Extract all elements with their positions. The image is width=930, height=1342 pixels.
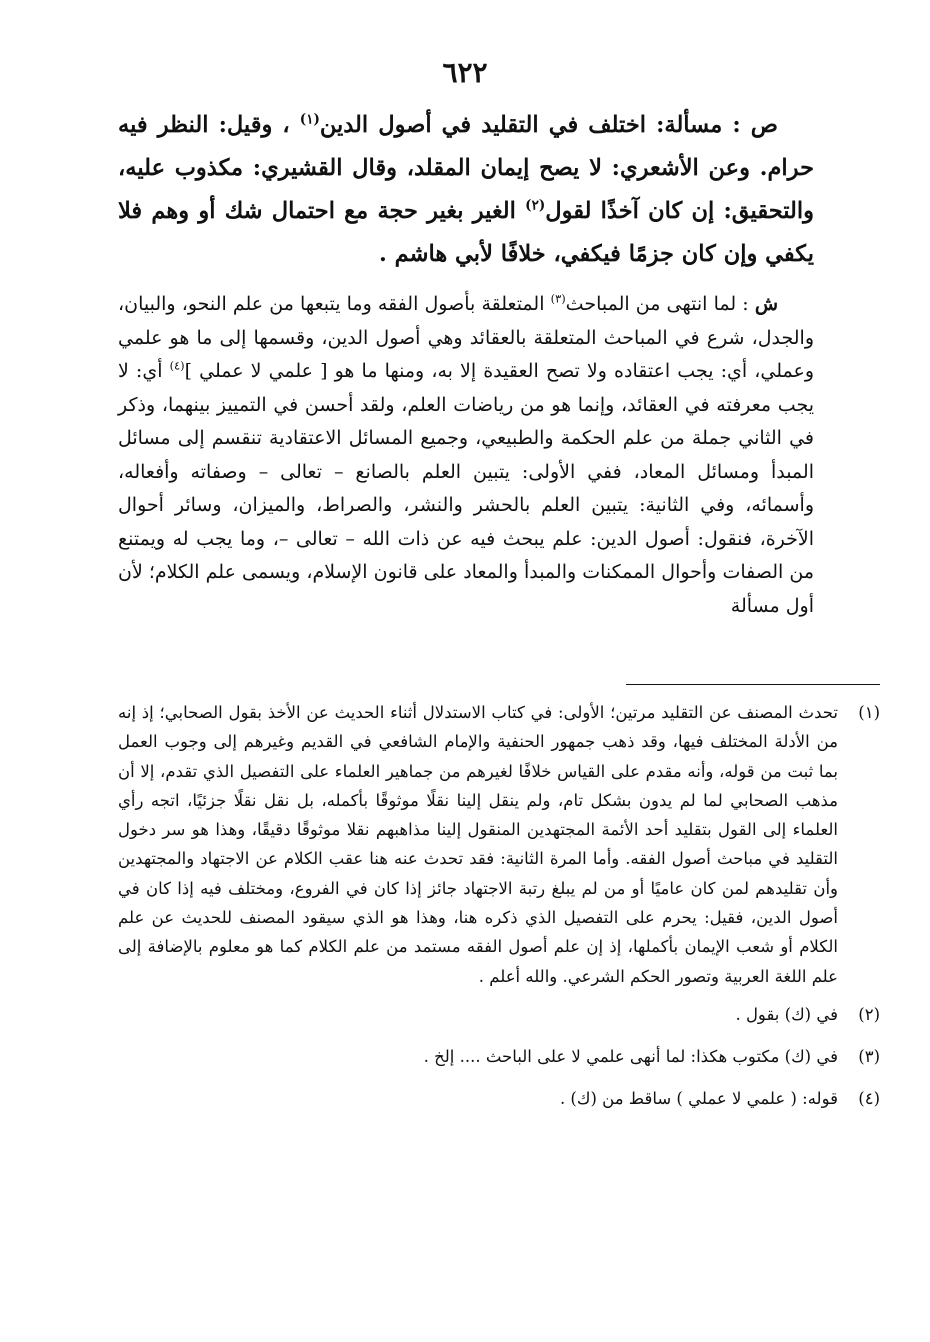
footnote [118,698,880,991]
footnote-ref-3[interactable]: (٣) [550,291,566,306]
footnote-number: (٣) [858,1046,880,1066]
matn-text-part2: ، وقيل: النظر فيه حرام. وعن الأشعري: لا يصح إيمان المقلد، وقال القشيري: مكذوب عليه، والتحقيق: إن كان آخذًا لقول [118,112,815,224]
sharh-text [118,288,814,623]
sharh-text-part3: أي: لا يجب معرفته في العقائد، وإنما هو من رياضات العلم، ولقد أحسن في التمييز بينهما، وذكر في الثاني جملة من علم الحكمة والطبيعي، وجميع المسائل الاعتقادية تنقسم إلى مسائل المبدأ ومسائل المعاد، ففي الأولى: يتبين العلم بالصانع – تعالى – وصفاته وأفعاله، وأسمائه، وفي الثانية: يتبين العلم بالحشر والنشر، والصراط، والميزان، وسائر أحوال الآخرة، فنقول: أصول الدين: علم يبحث فيه عن ذات الله – تعالى –، وما يجب له ويمتنع من الصفات وأحوال الممكنات والمبدأ والمعاد على قانون الإسلام، ويسمى علم الكلام؛ لأن أول مسألة [118,360,814,617]
footnote-number: (٤) [858,1088,880,1108]
footnote-ref-2[interactable]: (٢) [525,197,546,214]
sharh-label: ش [754,293,779,315]
footnote-ref-1[interactable]: (١) [299,111,320,128]
footnote-number: (٢) [858,1004,880,1024]
footnotes [118,698,880,1117]
matn-text-part3: الغير بغير حجة مع احتمال شك أو وهم فلا يكفي وإن كان جزمًا فيكفي، خلافًا لأبي هاشم . [118,198,814,267]
footnote-text: في (ك) بقول . [735,1004,838,1024]
sharh-text-part1: : لما انتهى من المباحث [565,293,749,315]
footnote [118,1038,880,1075]
matn-label: ص [750,112,778,138]
page-number: ٦٢٢ [442,56,488,89]
footnote-text: قوله: ( علمي لا عملي ) ساقط من (ك) . [559,1088,838,1108]
footnote [118,996,880,1033]
matn-text [118,104,814,276]
footnote-text: تحدث المصنف عن التقليد مرتين؛ الأولى: في كتاب الاستدلال أثناء الحديث عن الأخذ بقول الصحابي؛ إذ إنه من الأدلة المختلف فيها، وقد ذهب جمهور الحنفية والإمام الشافعي في القديم وغيرهم إلى وجوب العمل بما ثبت من قوله، وأنه مقدم على القياس خلافًا لغيرهم من جماهير العلماء على التفصيل الذي تقدم، إلا أن مذهب الصحابي لما لم يدون بشكل تام، ولم ينقل إلينا نقلًا موثوقًا بأكمله، بل نقل نقلًا جزئيًا، اتجه رأي العلماء إلى القول بتقليد أحد الأئمة المجتهدين المنقول إلينا مذاهبهم نقلا موثوقًا دقيقًا، وهذا هو سر دخول التقليد في مباحث أصول الفقه. وأما المرة الثانية: فقد تحدث عنه هنا عقب الكلام عن الاجتهاد والمجتهدين وأن تقليدهم لمن كان عاميًا أو من لم يبلغ رتبة الاجتهاد جائز إذا كان في الفروع، ومختلف فيه إذا كان في أصول الدين، فقيل: يحرم على التفصيل الذي ذكره هنا، وهذا هو الذي سيقود المصنف للحديث عن علم الكلام أو شعب الإيمان بأكملها، إذ إن علم أصول الفقه مستمد من علم الكلام كما هو معلوم بالإضافة إلى علم اللغة العربية وتصور الحكم الشرعي. والله أعلم . [118,703,838,986]
footnote [118,1080,880,1117]
matn-text-part1: : مسألة: اختلف في التقليد في أصول الدين [319,112,741,138]
sharh-text-part2: المتعلقة بأصول الفقه وما يتبعها من علم النحو، والبيان، والجدل، شرع في المباحث المتعلقة بالعقائد وهي أصول الدين، وقسمها إلى ما هو علمي وعملي، أي: يجب اعتقاده ولا تصح العقيدة إلا به، ومنها ما هو [ علمي لا عملي ] [118,293,814,382]
footnote-separator [626,684,880,685]
footnote-text: في (ك) مكتوب هكذا: لما أنهى علمي لا على الباحث .... إلخ . [423,1046,838,1066]
footnote-number: (١) [858,703,880,722]
footnote-ref-4[interactable]: (٤) [169,358,185,373]
